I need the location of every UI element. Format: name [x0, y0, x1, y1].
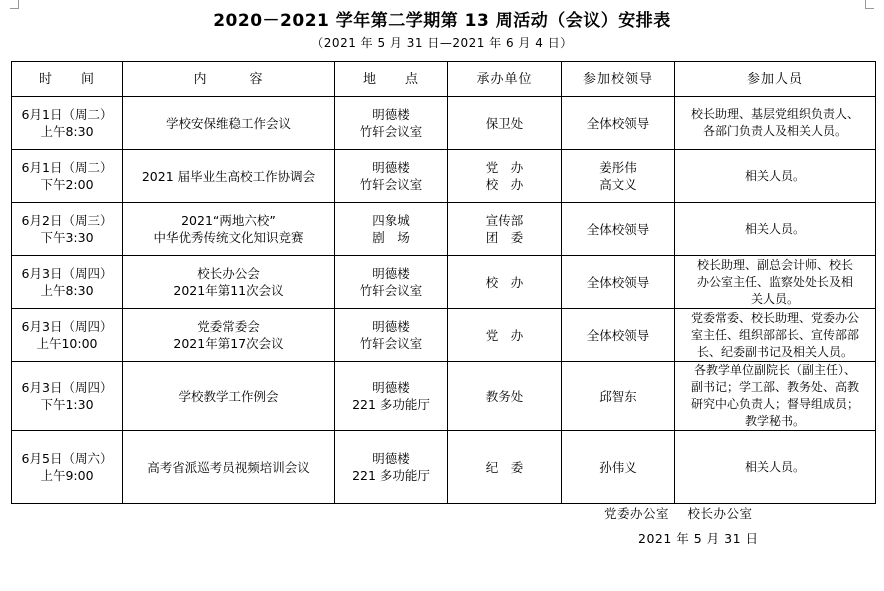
cell-content-line: 中华优秀传统文化知识竞赛 [153, 230, 304, 245]
column-header-content: 内 容 [123, 62, 335, 97]
cell-time-line: 6月3日（周四） [21, 380, 113, 395]
cell-organizer [448, 362, 562, 431]
cell-leaders [562, 309, 675, 362]
cell-attendees [675, 309, 876, 362]
cell-attendees-line: 教学秘书。 [744, 414, 805, 428]
cell-attendees [675, 203, 876, 256]
cell-time-line: 下午1:30 [40, 397, 94, 412]
cell-content-line: 2021年第17次会议 [173, 336, 284, 351]
cell-organizer [448, 97, 562, 150]
cell-leaders-line: 全体校领导 [586, 274, 650, 290]
cell-time-line: 6月5日（周六） [21, 451, 113, 466]
cell-location-line: 221 多功能厅 [352, 397, 430, 412]
cell-attendees-line: 各部门负责人及相关人员。 [702, 124, 847, 138]
cell-time-line: 上午10:00 [36, 336, 98, 351]
cell-location-line: 竹轩会议室 [359, 336, 423, 351]
cell-time-line: 6月1日（周二） [21, 160, 113, 175]
cell-attendees-line: 各教学单位副院长（副主任）、 [693, 363, 856, 377]
cell-leaders [562, 256, 675, 309]
table-row [12, 309, 876, 362]
office-president: 校长办公室 [687, 506, 753, 521]
cell-attendees-line: 副书记；学工部、教务处、高教 [690, 380, 859, 394]
cell-attendees-line: 党委常委、校长助理、党委办公 [690, 310, 859, 325]
cell-content [123, 203, 335, 256]
cell-content-line: 学校教学工作例会 [178, 388, 279, 404]
cell-content-line: 党委常委会 [197, 319, 260, 334]
cell-organizer-line: 团 委 [485, 230, 524, 245]
cell-time-line: 上午8:30 [40, 124, 94, 139]
cell-location-line: 明德楼 [372, 266, 410, 281]
cell-organizer-line: 党 办 [485, 160, 524, 175]
cell-organizer [448, 431, 562, 504]
cell-location-line: 明德楼 [372, 451, 410, 466]
cell-time-line: 6月2日（周三） [21, 213, 113, 228]
cell-time [12, 256, 123, 309]
cell-content-line: 2021 届毕业生高校工作协调会 [141, 168, 316, 184]
column-header-organizer: 承办单位 [448, 62, 562, 97]
cell-leaders-line: 全体校领导 [586, 221, 650, 237]
table-header-row [12, 62, 876, 97]
office-party-committee: 党委办公室 [604, 506, 670, 521]
cell-attendees-line: 相关人员。 [744, 459, 805, 474]
cell-leaders-line: 邱智东 [599, 388, 637, 404]
cell-location [335, 431, 448, 504]
cell-attendees-line: 校长助理、基层党组织负责人、 [690, 107, 859, 121]
table-row [12, 203, 876, 256]
cell-leaders [562, 362, 675, 431]
cell-location-line: 明德楼 [372, 380, 410, 395]
cell-attendees-line: 相关人员。 [744, 221, 805, 236]
cell-attendees [675, 362, 876, 431]
cell-content-line: 学校安保维稳工作会议 [165, 115, 291, 131]
cell-leaders [562, 150, 675, 203]
table-row [12, 256, 876, 309]
cell-time [12, 362, 123, 431]
cell-leaders-line: 高文义 [599, 177, 637, 192]
cell-location [335, 362, 448, 431]
issue-date: 2021 年 5 月 31 日 [638, 531, 759, 546]
cell-time-line: 下午2:00 [40, 177, 94, 192]
cell-attendees-line: 室主任、组织部部长、宣传部部 [690, 327, 859, 342]
cell-location-line: 竹轩会议室 [359, 283, 423, 298]
cell-content [123, 362, 335, 431]
issuing-offices [604, 504, 767, 522]
cell-organizer-line: 保卫处 [485, 115, 524, 131]
table-row [12, 150, 876, 203]
cell-organizer [448, 256, 562, 309]
cell-location [335, 203, 448, 256]
table-row [12, 97, 876, 150]
cell-content [123, 97, 335, 150]
cell-attendees-line: 校长助理、副总会计师、校长 [696, 257, 853, 272]
cell-time-line: 上午8:30 [40, 283, 94, 298]
cell-attendees [675, 97, 876, 150]
cell-location-line: 竹轩会议室 [359, 124, 423, 139]
cell-organizer-line: 党 办 [485, 327, 524, 343]
cell-attendees [675, 150, 876, 203]
cell-location-line: 明德楼 [372, 160, 410, 175]
cell-location [335, 97, 448, 150]
cell-content [123, 150, 335, 203]
cell-location [335, 309, 448, 362]
cell-time [12, 431, 123, 504]
cell-organizer [448, 203, 562, 256]
column-header-time: 时 间 [12, 62, 123, 97]
cell-organizer-line: 教务处 [485, 388, 524, 404]
cell-time-line: 下午3:30 [40, 230, 94, 245]
cell-attendees-line: 相关人员。 [744, 168, 805, 183]
cell-leaders [562, 203, 675, 256]
cell-organizer [448, 309, 562, 362]
cell-time-line: 6月3日（周四） [21, 319, 113, 334]
cell-attendees-line: 办公室主任、监察处处长及相 [696, 274, 853, 289]
cell-location-line: 明德楼 [372, 107, 410, 122]
cell-leaders [562, 431, 675, 504]
cell-organizer [448, 150, 562, 203]
column-header-leaders: 参加校领导 [562, 62, 675, 97]
document-subtitle: （2021 年 5 月 31 日—2021 年 6 月 4 日） [311, 36, 573, 50]
cell-attendees-line: 长、纪委副书记及相关人员。 [696, 344, 853, 359]
cell-leaders-line: 全体校领导 [586, 327, 650, 343]
cell-location-line: 221 多功能厅 [352, 468, 430, 483]
cell-location [335, 256, 448, 309]
cell-attendees-line: 关人员。 [750, 291, 799, 306]
cell-content [123, 309, 335, 362]
cell-time [12, 97, 123, 150]
cell-attendees-line: 研究中心负责人；督导组成员； [690, 397, 859, 411]
cell-organizer-line: 校 办 [485, 177, 524, 192]
cell-content-line: 2021“两地六校” [181, 213, 276, 228]
table-body [12, 97, 876, 504]
column-header-location: 地 点 [335, 62, 448, 97]
column-header-attendees: 参加人员 [675, 62, 876, 97]
cell-leaders-line: 全体校领导 [586, 115, 650, 131]
cell-time-line: 上午9:00 [40, 468, 94, 483]
cell-leaders-line: 姜彤伟 [599, 160, 637, 175]
cell-location-line: 四象城 [372, 213, 410, 228]
schedule-table [11, 61, 876, 504]
cell-location-line: 剧 场 [372, 230, 410, 245]
cell-content [123, 256, 335, 309]
cell-location-line: 竹轩会议室 [359, 177, 423, 192]
cell-leaders-line: 孙伟义 [599, 459, 637, 475]
cell-content-line: 2021年第11次会议 [173, 283, 284, 298]
cell-content-line: 校长办公会 [197, 266, 260, 281]
table-row [12, 431, 876, 504]
cell-organizer-line: 校 办 [485, 274, 524, 290]
cell-time [12, 150, 123, 203]
cell-attendees [675, 256, 876, 309]
cell-time-line: 6月1日（周二） [21, 107, 113, 122]
cell-location [335, 150, 448, 203]
cell-leaders [562, 97, 675, 150]
document-title: 2020－2021 学年第二学期第 13 周活动（会议）安排表 [213, 11, 671, 31]
cell-content [123, 431, 335, 504]
cell-attendees [675, 431, 876, 504]
cell-time [12, 309, 123, 362]
cell-time [12, 203, 123, 256]
cell-time-line: 6月3日（周四） [21, 266, 113, 281]
cell-location-line: 明德楼 [372, 319, 410, 334]
cell-content-line: 高考省派巡考员视频培训会议 [147, 459, 310, 475]
cell-organizer-line: 纪 委 [485, 459, 524, 475]
table-row [12, 362, 876, 431]
cell-organizer-line: 宣传部 [485, 213, 524, 228]
